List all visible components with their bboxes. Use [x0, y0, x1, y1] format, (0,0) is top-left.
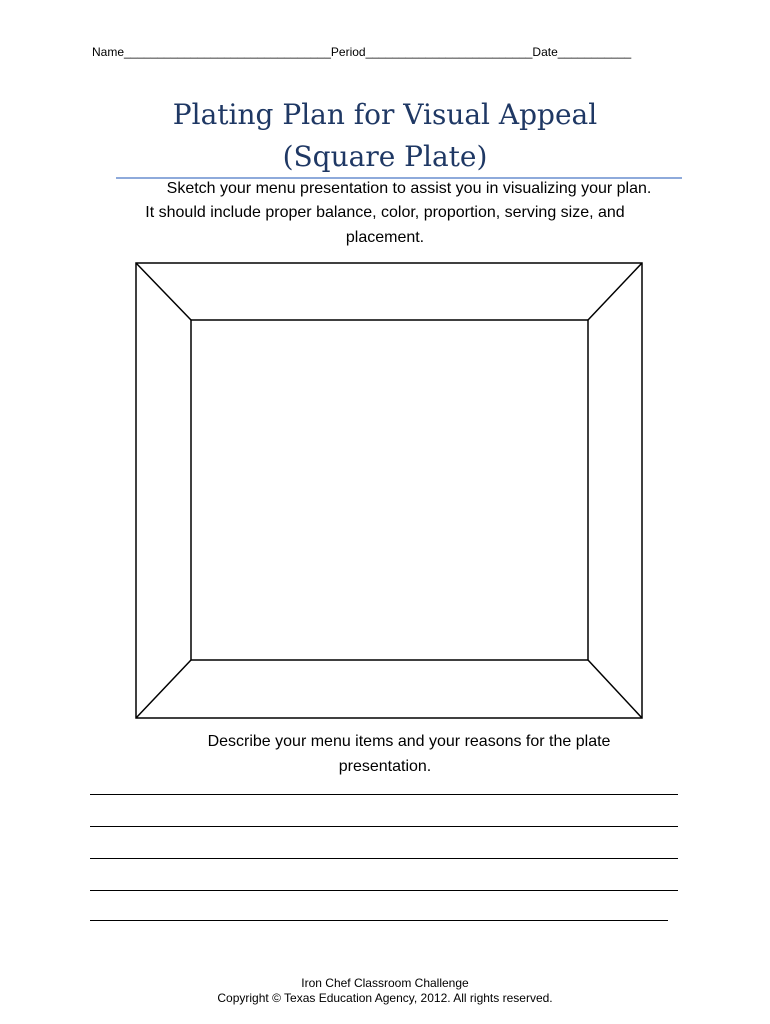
- plate-corner-bottom-right: [588, 660, 642, 718]
- plate-outer-edge: [136, 263, 642, 718]
- instruction-line-3: placement.: [345, 229, 425, 246]
- describe-prompt-line-1: Describe your menu items and your reasons for the plate: [207, 733, 611, 750]
- page-title: Plating Plan for Visual Appeal: [172, 98, 598, 131]
- answer-line-4[interactable]: [90, 890, 678, 891]
- answer-line-5[interactable]: [90, 920, 668, 921]
- plate-corner-bottom-left: [136, 660, 191, 718]
- footer-program-name: Iron Chef Classroom Challenge: [301, 976, 469, 990]
- footer-copyright: Copyright © Texas Education Agency, 2012. All rights reserved.: [217, 991, 553, 1005]
- page-subtitle: (Square Plate): [282, 140, 488, 173]
- answer-line-2[interactable]: [90, 826, 678, 827]
- answer-line-1[interactable]: [90, 794, 678, 795]
- instruction-line-2: It should include proper balance, color, proportion, serving size, and: [145, 204, 625, 221]
- name-period-date-line: Name_______________________________Period_________________________Date___________: [92, 45, 632, 59]
- plate-corner-top-right: [588, 263, 642, 320]
- instruction-line-1: Sketch your menu presentation to assist you in visualizing your plan.: [166, 180, 652, 197]
- square-plate-drawing[interactable]: [135, 262, 645, 720]
- plate-inner-well: [191, 320, 588, 660]
- answer-line-3[interactable]: [90, 858, 678, 859]
- plate-corner-top-left: [136, 263, 191, 320]
- describe-prompt-line-2: presentation.: [338, 758, 432, 775]
